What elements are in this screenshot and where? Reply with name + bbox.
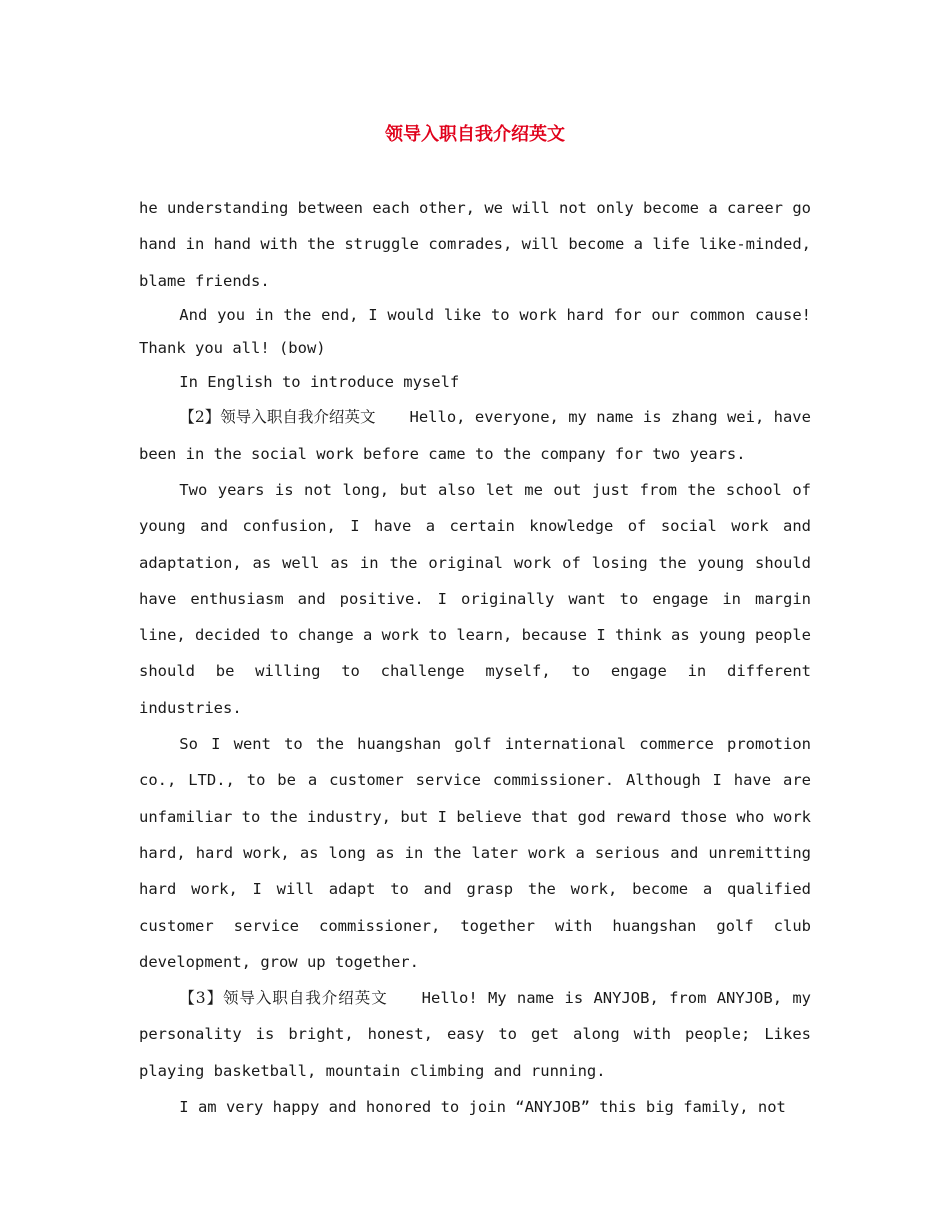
paragraph-text: And you in the end, I would like to work hard for our common cause! Thank you all! (bow) (139, 305, 811, 358)
paragraph-text: Hello, everyone, my name is zhang wei, have been in the social work before came to the company for two years. (139, 408, 811, 463)
paragraph-4 (139, 399, 811, 472)
document-body (139, 190, 811, 1125)
paragraph-text: So I went to the huangshan golf international commerce promotion co., LTD., to be a customer service commissioner. Although I have are unfamiliar to the industry, but I believe that god reward those who work hard, hard work, as long as in the later work a serious and unremitting hard work, I will adapt to and grasp the work, become a qualified customer service commissioner, together with huangshan golf club development, grow up together. (139, 735, 811, 971)
paragraph-1 (139, 190, 811, 299)
paragraph-8 (139, 1089, 811, 1125)
paragraph-3 (139, 366, 811, 400)
document-title: 领导入职自我介绍英文 (385, 124, 565, 145)
paragraph-7 (139, 980, 811, 1089)
paragraph-text: Hello! My name is ANYJOB, from ANYJOB, my personality is bright, honest, easy to get along with people; Likes playing basketball, mountain climbing and running. (139, 989, 811, 1080)
paragraph-text: I am very happy and honored to join “ANYJOB” this big family, not (179, 1098, 786, 1117)
paragraph-text: he understanding between each other, we will not only become a career go hand in hand with the struggle comrades, will become a life like-minded, blame friends. (139, 199, 811, 290)
section-heading-3: 【3】领导入职自我介绍英文 (179, 989, 388, 1008)
paragraph-6 (139, 726, 811, 980)
paragraph-text: In English to introduce myself (179, 372, 460, 391)
paragraph-5 (139, 472, 811, 726)
paragraph-2 (139, 299, 811, 366)
section-heading-2: 【2】领导入职自我介绍英文 (179, 408, 376, 427)
paragraph-text: Two years is not long, but also let me out just from the school of young and confusion, I have a certain knowledge of social work and adaptation, as well as in the original work of losing the young should have enthusiasm and positive. I originally want to engage in margin line, decided to change a work to learn, because I think as young people should be willing to challenge myself, to engage in different industries. (139, 480, 811, 717)
